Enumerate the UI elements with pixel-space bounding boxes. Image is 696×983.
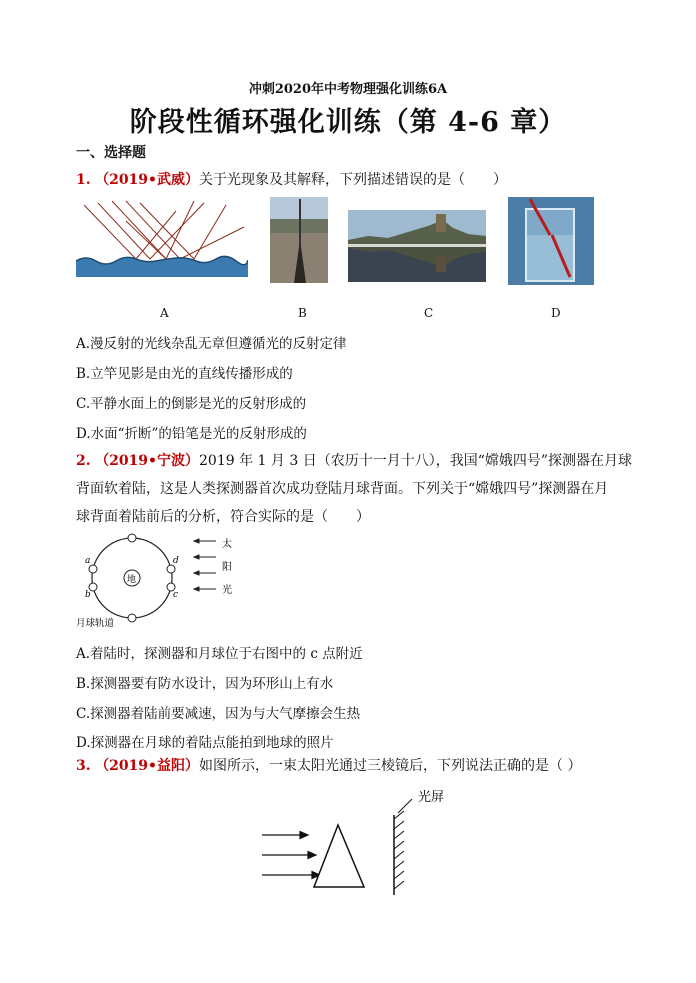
question-text: 如图所示，一束太阳光通过三棱镜后，下列说法正确的是（ ）	[199, 758, 582, 774]
image-lake-reflection	[348, 210, 486, 282]
pre-title: 冲刺2020年中考物理强化训练6A	[248, 82, 448, 97]
sun-label-1: 太	[222, 539, 232, 550]
q2-option-c: C.探测器着陆前要减速，因为与大气摩擦会生热	[76, 706, 361, 722]
question-2-stem-line3: 球背面着陆前后的分析，符合实际的是（ ）	[76, 509, 370, 525]
image-diffuse-reflection	[76, 197, 248, 277]
point-d: d	[173, 556, 179, 566]
q2-option-b: B.探测器要有防水设计，因为环形山上有水	[76, 676, 334, 692]
image-pencil-in-water	[508, 197, 594, 285]
question-number: 2.	[76, 453, 91, 469]
point-a: a	[85, 556, 91, 566]
earth-label: 地	[127, 575, 137, 585]
q1-option-b: B.立竿见影是由光的直线传播形成的	[76, 366, 293, 382]
question-text: 关于光现象及其解释，下列描述错误的是（ ）	[199, 172, 507, 188]
page-title: 阶段性循环强化训练（第 4-6 章）	[129, 107, 567, 138]
q1-option-a: A.漫反射的光线杂乱无章但遵循光的反射定律	[76, 336, 347, 352]
orbit-label: 月球轨道	[76, 618, 115, 629]
question-1-stem	[76, 169, 507, 191]
prism-diagram	[258, 785, 458, 897]
q1-option-c: C.平静水面上的倒影是光的反射形成的	[76, 396, 307, 412]
point-b: b	[85, 590, 91, 600]
image-label-a: A	[160, 306, 169, 320]
image-label-c: C	[424, 306, 434, 320]
question-source: （2019•武威）	[95, 172, 199, 188]
sun-label-2: 阳	[222, 562, 232, 573]
screen-label: 光屏	[418, 790, 445, 805]
moon-orbit-diagram	[76, 533, 246, 629]
q2-option-d: D.探测器在月球的着陆点能拍到地球的照片	[76, 735, 334, 751]
question-2-stem-line2: 背面软着陆，这是人类探测器首次成功登陆月球背面。下列关于“嫦娥四号”探测器在月	[76, 481, 609, 497]
question-source: （2019•益阳）	[95, 758, 199, 774]
section-heading: 一、选择题	[76, 145, 146, 161]
point-c: c	[173, 590, 179, 600]
question-number: 1.	[76, 172, 91, 188]
q1-option-d: D.水面“折断”的铅笔是光的反射形成的	[76, 426, 307, 442]
question-2-stem-line1	[76, 450, 632, 472]
image-pole-shadow	[270, 197, 328, 283]
question-text: 2019 年 1 月 3 日（农历十一月十八），我国“嫦娥四号”探测器在月球	[199, 453, 633, 469]
question-source: （2019•宁波）	[95, 453, 199, 469]
image-label-d: D	[551, 306, 561, 320]
question-3-stem	[76, 755, 581, 777]
sun-label-3: 光	[222, 585, 232, 596]
q2-option-a: A.着陆时，探测器和月球位于右图中的 c 点附近	[76, 646, 363, 662]
image-label-b: B	[298, 306, 307, 320]
question-number: 3.	[76, 758, 91, 774]
